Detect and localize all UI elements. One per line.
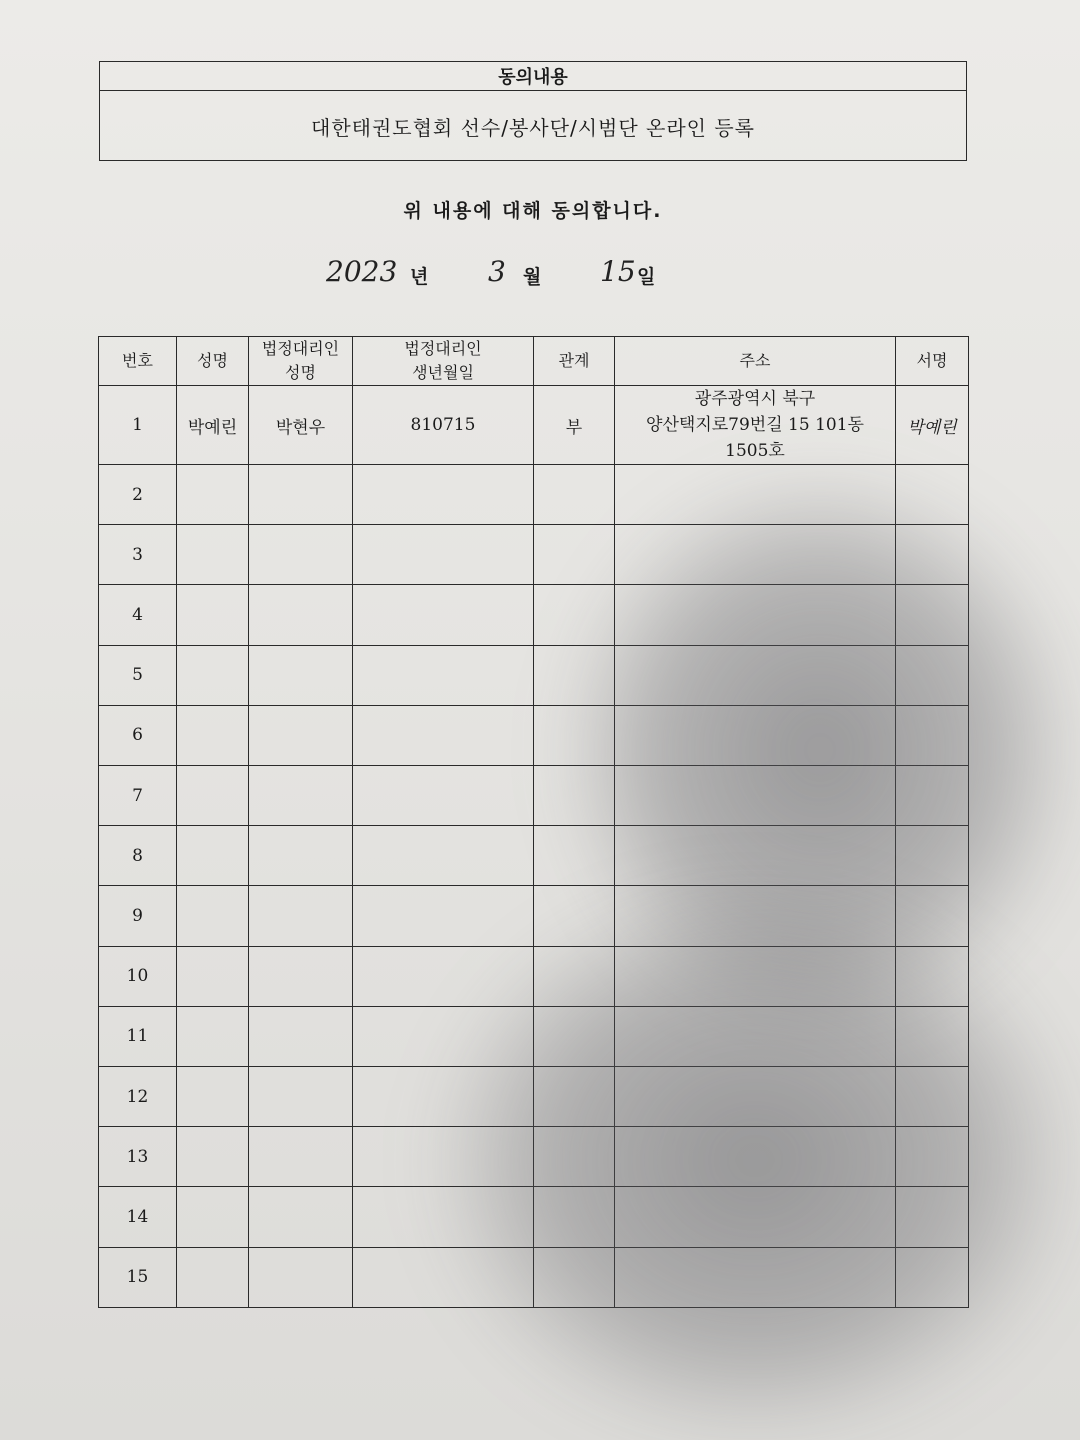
row-signature — [896, 766, 969, 826]
row-name — [177, 1067, 249, 1127]
date-year: 2023 — [326, 255, 398, 288]
row-relation — [534, 1006, 615, 1066]
row-guardian-name — [249, 645, 353, 705]
row-guardian-name — [249, 946, 353, 1006]
registration-table — [98, 336, 969, 1308]
row-guardian-birth — [353, 1006, 534, 1066]
row-address-line1: 광주광역시 북구 — [694, 389, 816, 409]
row-address — [615, 645, 896, 705]
header-relation: 관계 — [534, 337, 615, 386]
row-no: 6 — [99, 705, 177, 765]
row-relation — [534, 826, 615, 886]
row-relation — [534, 1067, 615, 1127]
row-guardian-name — [249, 525, 353, 585]
table-row — [99, 886, 969, 946]
row-signature: 박예린 — [896, 386, 969, 465]
date-day: 15 — [600, 255, 636, 288]
row-signature — [896, 946, 969, 1006]
row-address — [615, 826, 896, 886]
row-no: 8 — [99, 826, 177, 886]
header-guardian-birth — [353, 337, 534, 386]
row-guardian-birth — [353, 645, 534, 705]
row-no: 12 — [99, 1067, 177, 1127]
row-no: 10 — [99, 946, 177, 1006]
date-month-label: 월 — [523, 266, 542, 288]
row-name — [177, 705, 249, 765]
row-guardian-birth — [353, 525, 534, 585]
row-guardian-name — [249, 1006, 353, 1066]
row-signature — [896, 826, 969, 886]
row-name — [177, 1247, 249, 1307]
row-address — [615, 465, 896, 525]
table-row — [99, 1247, 969, 1307]
table-header-row — [99, 337, 969, 386]
row-guardian-birth — [353, 1067, 534, 1127]
table-row — [99, 1067, 969, 1127]
row-signature — [896, 1006, 969, 1066]
row-no: 2 — [99, 465, 177, 525]
agreement-text: 위 내용에 대해 동의합니다. — [403, 200, 663, 222]
consent-box — [99, 61, 967, 161]
header-guardian-birth-line2: 생년월일 — [412, 363, 474, 382]
row-signature — [896, 1067, 969, 1127]
table-row — [99, 465, 969, 525]
row-name — [177, 886, 249, 946]
table-row — [99, 386, 969, 465]
row-no: 13 — [99, 1127, 177, 1187]
row-relation — [534, 1247, 615, 1307]
row-name — [177, 1187, 249, 1247]
row-name — [177, 1006, 249, 1066]
row-relation — [534, 645, 615, 705]
header-no: 번호 — [99, 337, 177, 386]
row-no: 11 — [99, 1006, 177, 1066]
row-guardian-name — [249, 1187, 353, 1247]
row-address — [615, 1127, 896, 1187]
row-guardian-birth — [353, 1247, 534, 1307]
row-signature — [896, 465, 969, 525]
row-guardian-name — [249, 766, 353, 826]
row-name — [177, 465, 249, 525]
row-guardian-name — [249, 826, 353, 886]
row-relation: 부 — [534, 386, 615, 465]
table-row — [99, 525, 969, 585]
consent-heading: 동의내용 — [100, 62, 966, 91]
row-no: 3 — [99, 525, 177, 585]
row-relation — [534, 1127, 615, 1187]
row-address — [615, 705, 896, 765]
row-guardian-name — [249, 585, 353, 645]
table-row — [99, 1127, 969, 1187]
row-signature — [896, 585, 969, 645]
row-no: 9 — [99, 886, 177, 946]
table-row — [99, 645, 969, 705]
row-no: 14 — [99, 1187, 177, 1247]
table-row — [99, 826, 969, 886]
row-signature — [896, 705, 969, 765]
row-relation — [534, 886, 615, 946]
row-address-line2: 양산택지로79번길 15 101동 — [646, 415, 864, 435]
header-guardian-name-line2: 성명 — [285, 363, 316, 382]
row-relation — [534, 705, 615, 765]
table-row — [99, 585, 969, 645]
row-address — [615, 766, 896, 826]
row-relation — [534, 465, 615, 525]
row-name — [177, 1127, 249, 1187]
row-guardian-birth — [353, 465, 534, 525]
table-row — [99, 1187, 969, 1247]
date-year-label: 년 — [410, 266, 429, 288]
row-signature — [896, 525, 969, 585]
row-address — [615, 886, 896, 946]
row-signature — [896, 1187, 969, 1247]
row-guardian-name — [249, 886, 353, 946]
row-address — [615, 1006, 896, 1066]
row-guardian-birth: 810715 — [353, 386, 534, 465]
consent-content: 대한태권도협회 선수/봉사단/시범단 온라인 등록 — [311, 115, 755, 140]
row-guardian-name — [249, 1127, 353, 1187]
row-guardian-birth — [353, 585, 534, 645]
row-address — [615, 386, 896, 465]
row-relation — [534, 1187, 615, 1247]
header-guardian-name-line1: 법정대리인 — [261, 339, 340, 358]
row-relation — [534, 525, 615, 585]
row-signature — [896, 1127, 969, 1187]
table-row — [99, 705, 969, 765]
header-signature: 서명 — [896, 337, 969, 386]
row-address — [615, 1187, 896, 1247]
header-address: 주소 — [615, 337, 896, 386]
row-name — [177, 585, 249, 645]
table-row — [99, 946, 969, 1006]
row-guardian-birth — [353, 886, 534, 946]
row-name — [177, 766, 249, 826]
date-month: 3 — [488, 255, 506, 288]
row-name — [177, 525, 249, 585]
row-no: 1 — [99, 386, 177, 465]
row-guardian-birth — [353, 1187, 534, 1247]
date-day-label: 일 — [637, 266, 656, 288]
row-no: 7 — [99, 766, 177, 826]
row-guardian-birth — [353, 766, 534, 826]
row-guardian-name — [249, 465, 353, 525]
row-no: 15 — [99, 1247, 177, 1307]
row-address-line3: 1505호 — [725, 441, 785, 461]
row-signature — [896, 1247, 969, 1307]
row-name — [177, 826, 249, 886]
row-name — [177, 946, 249, 1006]
row-guardian-name — [249, 705, 353, 765]
row-address — [615, 585, 896, 645]
row-address — [615, 1247, 896, 1307]
row-no: 4 — [99, 585, 177, 645]
row-name — [177, 645, 249, 705]
row-relation — [534, 585, 615, 645]
row-guardian-birth — [353, 946, 534, 1006]
row-signature — [896, 886, 969, 946]
row-guardian-name: 박현우 — [249, 386, 353, 465]
row-no: 5 — [99, 645, 177, 705]
row-guardian-birth — [353, 705, 534, 765]
row-signature — [896, 645, 969, 705]
row-guardian-name — [249, 1247, 353, 1307]
row-guardian-birth — [353, 1127, 534, 1187]
row-relation — [534, 766, 615, 826]
table-row — [99, 766, 969, 826]
row-address — [615, 525, 896, 585]
row-name: 박예린 — [177, 386, 249, 465]
row-guardian-name — [249, 1067, 353, 1127]
row-relation — [534, 946, 615, 1006]
header-guardian-birth-line1: 법정대리인 — [404, 339, 482, 358]
table-row — [99, 1006, 969, 1066]
row-address — [615, 1067, 896, 1127]
header-name: 성명 — [177, 337, 249, 386]
row-address — [615, 946, 896, 1006]
row-guardian-birth — [353, 826, 534, 886]
header-guardian-name — [249, 337, 353, 386]
